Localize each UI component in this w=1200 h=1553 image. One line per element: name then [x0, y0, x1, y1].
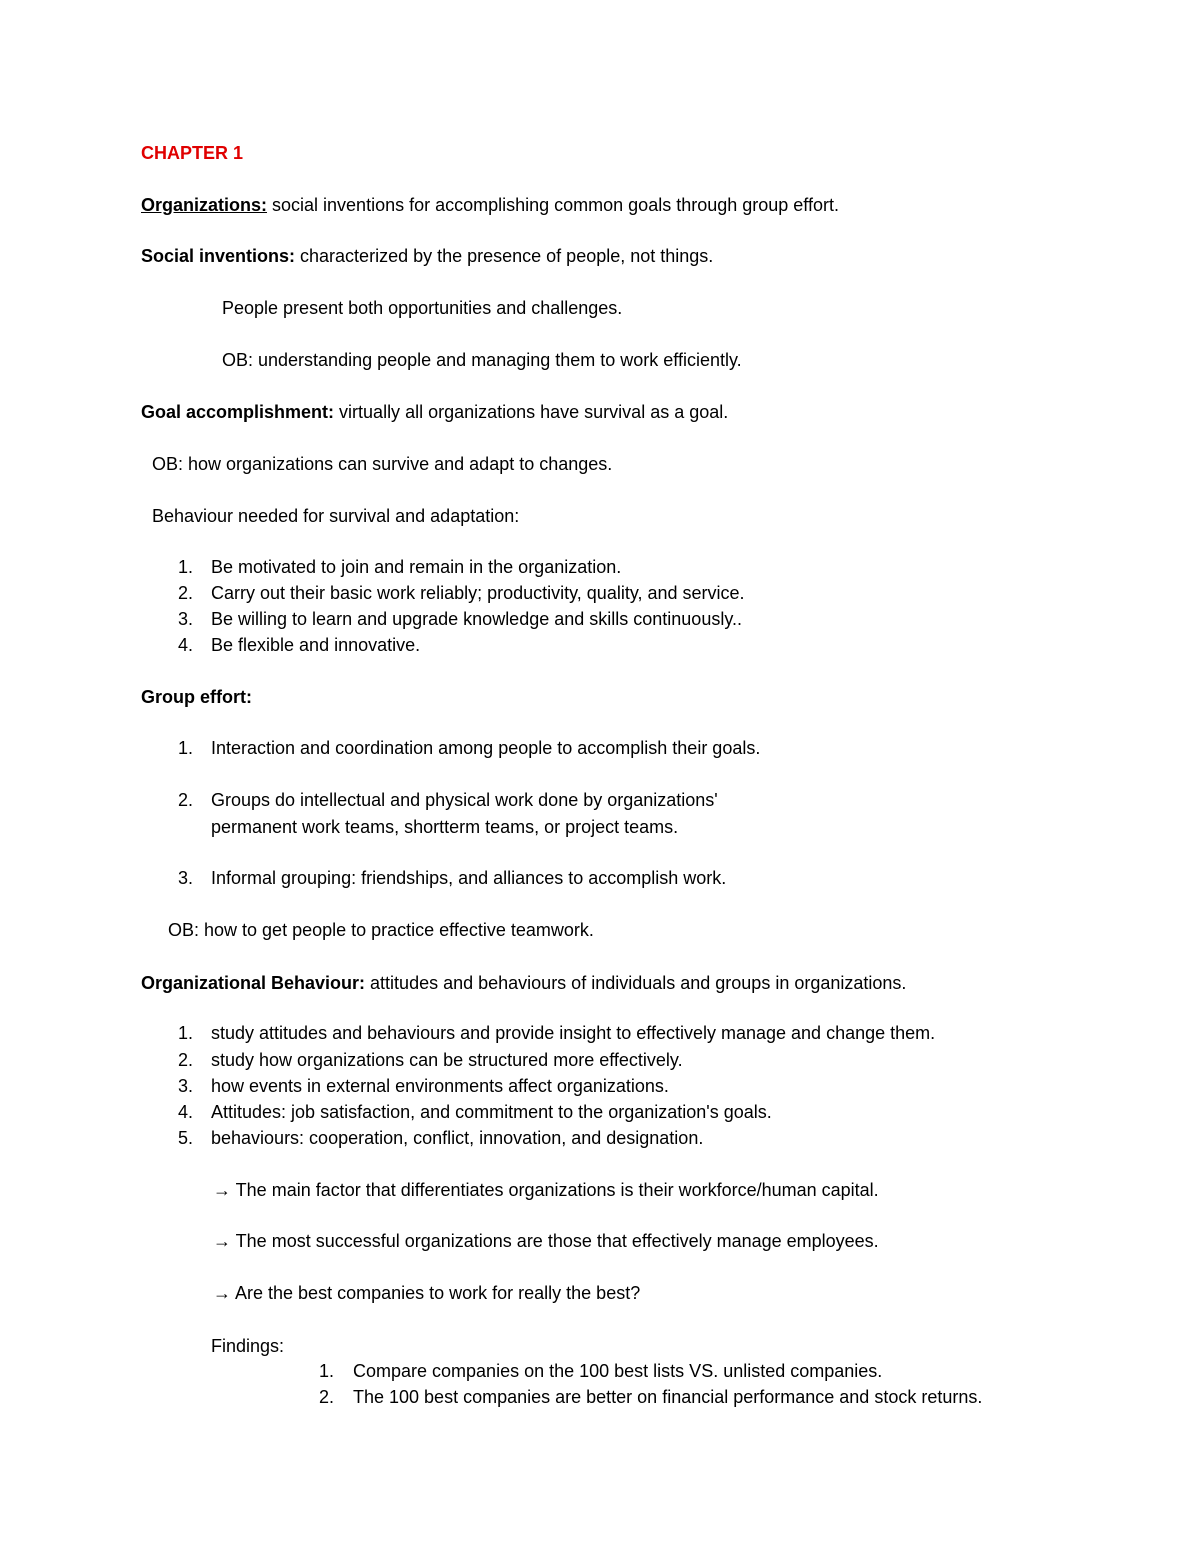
list-number: 2. [177, 1050, 193, 1070]
list-number: 3. [177, 609, 193, 629]
social-inventions-definition [141, 245, 713, 267]
group-ob-note: OB: how to get people to practice effective teamwork. [168, 920, 594, 940]
behaviour-intro: Behaviour needed for survival and adaptation: [152, 506, 520, 526]
list-text: Attitudes: job satisfaction, and commitment to the organization's goals. [211, 1102, 772, 1122]
group-effort-term: Group effort: [141, 687, 252, 707]
arrow-note: → The main factor that differentiates organizations is their workforce/human capital. [213, 1180, 879, 1200]
list-number: 4. [177, 635, 193, 655]
social-inventions-note: OB: understanding people and managing them to work efficiently. [222, 350, 742, 370]
chapter-title: CHAPTER 1 [141, 143, 244, 163]
goal-accomplishment-definition [141, 401, 728, 423]
list-text: Groups do intellectual and physical work done by organizations' [211, 790, 718, 810]
arrow-note: → The most successful organizations are those that effectively manage employees. [213, 1231, 879, 1251]
social-inventions-term: Social inventions: [141, 246, 296, 266]
organizations-term: Organizations: [141, 195, 268, 215]
list-number: 2. [177, 790, 193, 810]
list-text: Compare companies on the 100 best lists VS. unlisted companies. [353, 1361, 883, 1381]
list-text: behaviours: cooperation, conflict, innovation, and designation. [211, 1128, 704, 1148]
list-number: 3. [177, 868, 193, 888]
list-text: Interaction and coordination among people to accomplish their goals. [211, 738, 761, 758]
list-text: Be motivated to join and remain in the organization. [211, 557, 622, 577]
list-number: 3. [177, 1076, 193, 1096]
social-inventions-note: People present both opportunities and challenges. [222, 298, 623, 318]
organizations-definition [141, 194, 839, 216]
list-text: Informal grouping: friendships, and alliances to accomplish work. [211, 868, 727, 888]
list-number: 4. [177, 1102, 193, 1122]
list-text: Be willing to learn and upgrade knowledge and skills continuously.. [211, 609, 742, 629]
organizations-text: social inventions for accomplishing common goals through group effort. [267, 195, 839, 215]
org-behaviour-text: attitudes and behaviours of individuals and groups in organizations. [365, 973, 907, 993]
arrow-note: → Are the best companies to work for really the best? [213, 1283, 641, 1303]
goal-accomplishment-text: virtually all organizations have survival as a goal. [334, 402, 729, 422]
org-behaviour-term: Organizational Behaviour: [141, 973, 366, 993]
goal-ob-note: OB: how organizations can survive and adapt to changes. [152, 454, 613, 474]
list-text: Be flexible and innovative. [211, 635, 421, 655]
list-number: 1. [177, 557, 193, 577]
goal-accomplishment-term: Goal accomplishment: [141, 402, 335, 422]
list-text: The 100 best companies are better on financial performance and stock returns. [353, 1387, 983, 1407]
org-behaviour-definition [141, 972, 906, 994]
list-number: 5. [177, 1128, 193, 1148]
list-number: 1. [177, 1023, 193, 1043]
list-text-continued: permanent work teams, shortterm teams, or project teams. [211, 817, 679, 837]
list-number: 2. [318, 1387, 334, 1407]
list-number: 2. [177, 583, 193, 603]
list-number: 1. [318, 1361, 334, 1381]
social-inventions-text: characterized by the presence of people, not things. [295, 246, 714, 266]
list-text: study how organizations can be structured more effectively. [211, 1050, 683, 1070]
findings-label: Findings: [211, 1336, 285, 1356]
list-text: how events in external environments affect organizations. [211, 1076, 669, 1096]
list-number: 1. [177, 738, 193, 758]
list-text: study attitudes and behaviours and provide insight to effectively manage and change them. [211, 1023, 936, 1043]
list-text: Carry out their basic work reliably; productivity, quality, and service. [211, 583, 745, 603]
